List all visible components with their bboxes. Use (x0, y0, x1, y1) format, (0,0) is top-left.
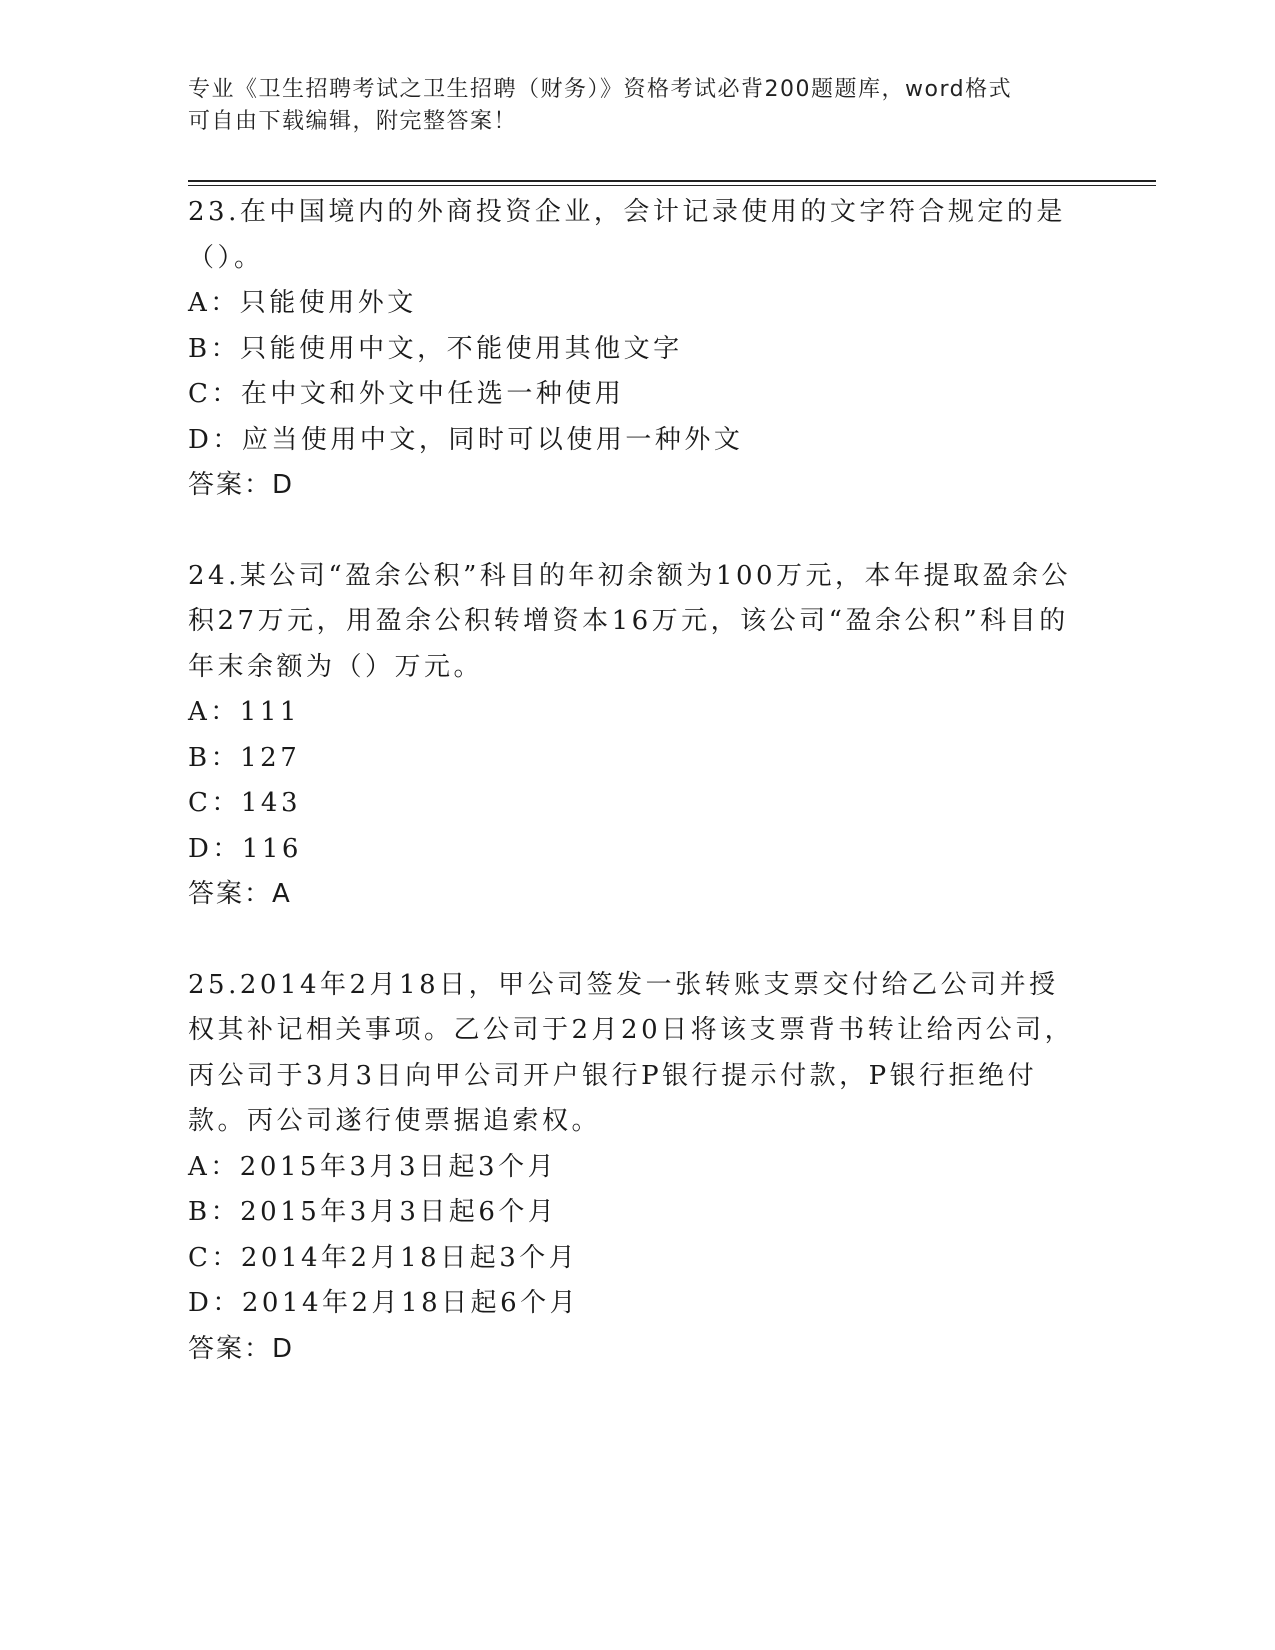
question-25 (188, 963, 1078, 1373)
question-spacer (188, 918, 1078, 963)
question-text: 24.某公司“盈余公积”科目的年初余额为100万元，本年提取盈余公积27万元，用盈余公积转增资本16万元，该公司“盈余公积”科目的年末余额为（）万元。 (188, 560, 1072, 682)
question-spacer (188, 509, 1078, 554)
question-23 (188, 190, 1078, 509)
question-text: 25.2014年2月18日，甲公司签发一张转账支票交付给乙公司并授权其补记相关事项。乙公司于2月20日将该支票背书转让给丙公司，丙公司于3月3日向甲公司开户银行P银行提示付款，P银行拒绝付款。丙公司遂行使票据追索权。 (188, 969, 1075, 1136)
header-title-line-2: 可自由下载编辑，附完整答案！ (188, 109, 518, 134)
header-divider-thick (188, 180, 1156, 182)
option-a: A：2015年3月3日起3个月 (188, 1151, 558, 1182)
option-c: C：在中文和外文中任选一种使用 (188, 379, 625, 409)
option-b: B：只能使用中文，不能使用其他文字 (188, 333, 683, 364)
option-c: C：143 (188, 788, 302, 818)
document-header (188, 74, 1088, 138)
option-d: D：应当使用中文，同时可以使用一种外文 (188, 424, 744, 455)
header-divider-thin (188, 185, 1156, 186)
option-c: C：2014年2月18日起3个月 (188, 1242, 579, 1273)
option-d: D：2014年2月18日起6个月 (188, 1288, 580, 1318)
option-a: A：111 (188, 697, 300, 727)
option-b: B：127 (188, 742, 301, 773)
answer-line: 答案：D (188, 470, 295, 500)
question-24 (188, 554, 1078, 918)
answer-line: 答案：A (188, 879, 292, 909)
header-title-line-1: 专业《卫生招聘考试之卫生招聘（财务）》资格考试必背200题题库，word格式 (188, 77, 1013, 102)
option-a: A：只能使用外文 (188, 288, 417, 318)
question-text: 23.在中国境内的外商投资企业，会计记录使用的文字符合规定的是（）。 (188, 197, 1066, 273)
option-b: B：2015年3月3日起6个月 (188, 1197, 558, 1227)
question-list (188, 190, 1078, 1372)
option-d: D：116 (188, 833, 302, 864)
answer-line: 答案：D (188, 1333, 295, 1364)
